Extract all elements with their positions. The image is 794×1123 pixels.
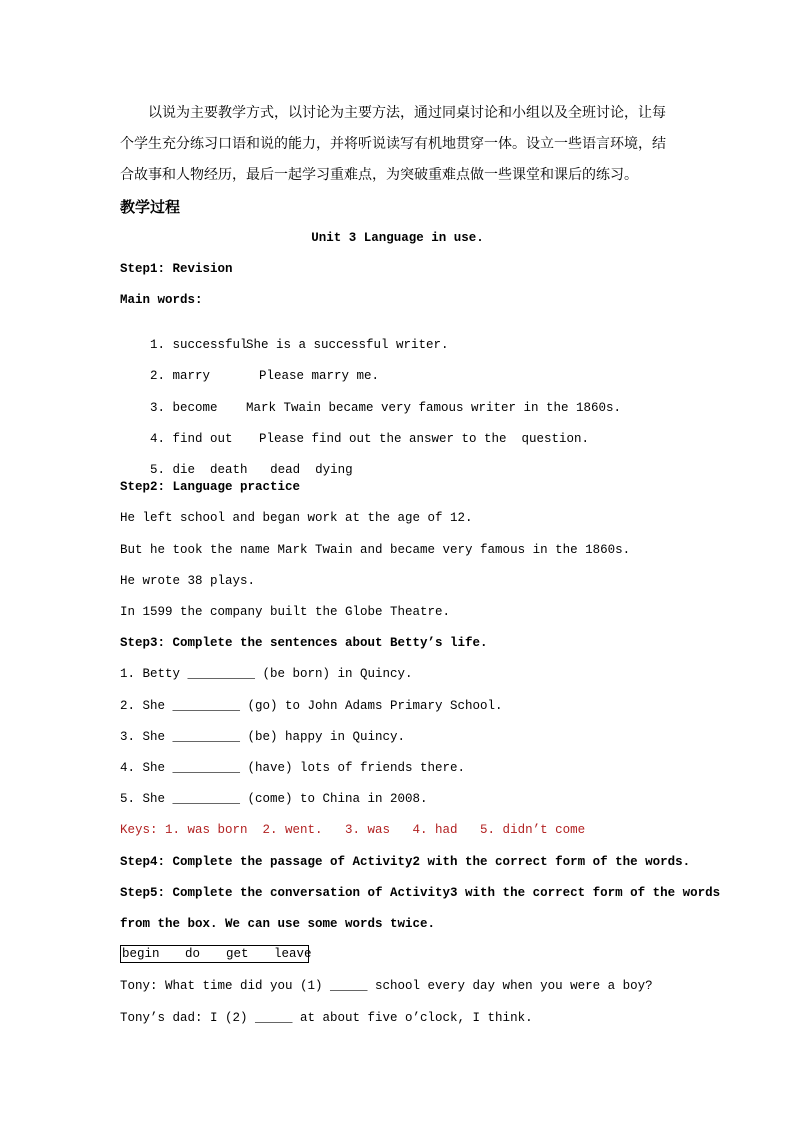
box-word: begin: [122, 947, 160, 961]
word: successful: [172, 338, 248, 352]
step4-title: Step4: Complete the passage of Activity2 with the correct form of the words.: [120, 855, 691, 869]
unit-title: Unit 3 Language in use.: [311, 231, 484, 245]
exercise-item: 1. Betty _________ (be born) in Quincy.: [120, 667, 413, 681]
answer-keys: Keys: 1. was born 2. went. 3. was 4. had 5. didn’t come: [120, 823, 586, 837]
word-example: Please find out the answer to the question.: [259, 432, 590, 446]
intro-text: 以说为主要教学方式，以讨论为主要方法，通过同桌讨论和小组以及全班讨论，让每个学生充分练习口语和说的能力，并将听说读写有机地贯穿一体。设立一些语言环境，结合故事和人物经历，最后一起学习重难点，为突破重难点做一些课堂和课后的练习。: [120, 105, 666, 183]
word: find out: [172, 432, 233, 446]
practice-sentence: He left school and began work at the age of 12.: [120, 511, 473, 525]
exercise-item: 2. She _________ (go) to John Adams Primary School.: [120, 699, 503, 713]
box-word: get: [226, 947, 249, 961]
practice-sentence: In 1599 the company built the Globe Theatre.: [120, 605, 451, 619]
word-box: [120, 945, 312, 963]
word-num: 5.: [150, 463, 166, 477]
word: marry: [172, 369, 211, 383]
practice-sentence: But he took the name Mark Twain and became very famous in the 1860s.: [120, 543, 631, 557]
dialogue-line: Tony’s dad: I (2) _____ at about five o’clock, I think.: [120, 1011, 533, 1025]
step1-title: Step1: Revision: [120, 262, 233, 276]
exercise-item: 4. She _________ (have) lots of friends there.: [120, 761, 466, 775]
exercise-item: 3. She _________ (be) happy in Quincy.: [120, 730, 406, 744]
word-example: She is a successful writer.: [246, 338, 449, 352]
word-example: Mark Twain became very famous writer in the 1860s.: [246, 401, 622, 415]
exercise-item: 5. She _________ (come) to China in 2008.: [120, 792, 428, 806]
intro-paragraph: [120, 98, 675, 191]
step5-title-cont: from the box. We can use some words twice.: [120, 917, 436, 931]
step5-title: Step5: Complete the conversation of Activity3 with the correct form of the words: [120, 886, 721, 900]
step2-title: Step2: Language practice: [120, 480, 301, 494]
word-example: Please marry me.: [259, 369, 380, 383]
word-num: 1.: [150, 338, 166, 352]
process-heading: 教学过程: [120, 198, 181, 216]
step3-title: Step3: Complete the sentences about Betty’s life.: [120, 636, 488, 650]
practice-sentence: He wrote 38 plays.: [120, 574, 256, 588]
word-num: 2.: [150, 369, 166, 383]
main-words-label: Main words:: [120, 293, 203, 307]
word: become: [172, 401, 218, 415]
word: die death dead dying: [172, 463, 353, 477]
word-num: 3.: [150, 401, 166, 415]
word-num: 4.: [150, 432, 166, 446]
box-word: do: [185, 947, 201, 961]
box-word: leave: [274, 947, 312, 961]
dialogue-line: Tony: What time did you (1) _____ school every day when you were a boy?: [120, 979, 653, 993]
